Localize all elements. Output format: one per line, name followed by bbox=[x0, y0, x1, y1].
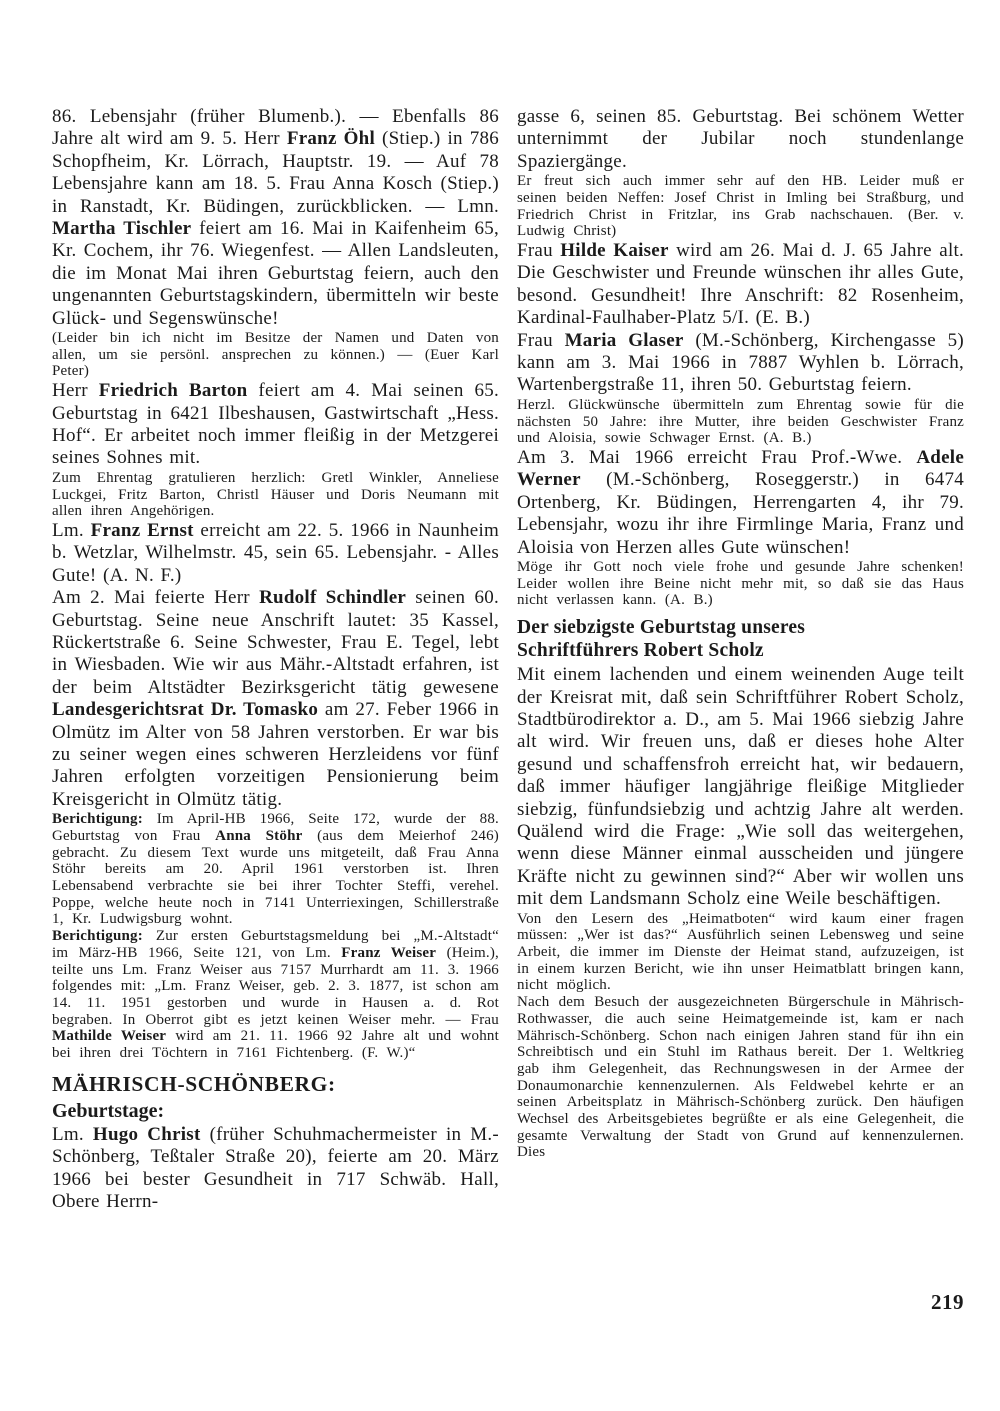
article-heading-line-1: Der siebzigste Geburtstag unseres bbox=[517, 617, 806, 639]
paragraph-hilde-kaiser: Frau Hilde Kaiser wird am 26. Mai d. J. 65 Jahre alt. Die Geschwister und Freunde wünschen ihr alles Gute, besond. Gesundheit! Ihre Anschrift: 82 Rosenheim, Kardinal-Faulhaber-Platz 5/I. (E. B.) bbox=[517, 240, 965, 329]
paragraph-congratulations-list: Zum Ehrentag gratulieren herzlich: Gretl Winkler, Anneliese Luckgei, Fritz Barton, Christl Häuser und Doris Neumann mit allen ihren Angehörigen. bbox=[52, 469, 499, 520]
right-column bbox=[517, 106, 964, 1161]
left-column bbox=[52, 106, 499, 1213]
paragraph-scholz-readers: Von den Lesern des „Heimatboten“ wird kaum einer fragen müssen: „Wer ist das?“ Ausführlich seinen Lebensweg und seine Arbeit, die immer im Dienste der Heimat stand, aufzuzeigen, ist in einem kurzen Bericht, wie ihn unser Heimatblatt bringen kann, nicht möglich. bbox=[517, 910, 964, 994]
paragraph-correction-stoehr: Berichtigung: Im April-HB 1966, Seite 172, wurde der 88. Geburtstag von Frau Anna Stöhr (aus dem Meierhof 246) gebracht. Zu diesem Text wurde uns mitgeteilt, daß Frau Anna Stöhr bereits am 20. April 1961 verstorben ist. Ihren Lebensabend verbrachte sie bei ihrer Tochter Steffi, verehel. Poppe, welche heute noch in 7141 Unterriexingen, Schillerstraße 1, Kr. Ludwigsburg wohnt. bbox=[52, 811, 500, 928]
paragraph-correction-weiser: Berichtigung: Zur ersten Geburtstagsmeldung bei „M.-Altstadt“ im März-HB 1966, Seite 121, von Lm. Franz Weiser (Heim.), teilte uns Lm. Franz Weiser aus 7157 Murrhardt am 11. 3. 1966 folgendes mit: „Lm. Franz Weiser, geb. 2. 3. 1877, ist schon am 14. 11. 1951 gestorben und wurde in Hausen a. d. Rot begraben. In Oberrot gibt es jetzt keinen Weiser mehr. — Frau Mathilde Weiser wird am 21. 11. 1966 92 Jahre alt und wohnt bei ihren drei Töchtern in 7161 Fichtenberg. (F. W.)“ bbox=[52, 928, 499, 1062]
paragraph-adele-werner: Am 3. Mai 1966 erreicht Frau Prof.-Wwe. Adele Werner (M.-Schönberg, Roseggerstr.) in 6474 Ortenberg, Kr. Büdingen, Herrengarten 4, ihr 79. Lebensjahr, wozu ihr ihre Firmlinge Maria, Franz und Aloisia von Herzen alles Gute wünschen! bbox=[517, 446, 964, 558]
paragraph-robert-scholz-intro: Mit einem lachenden und einem weinenden Auge teilt der Kreisrat mit, daß sein Schriftführer Robert Scholz, Stadtbürodirektor a. D., am 5. Mai 1966 siebzig Jahre alt wird. Wir freuen uns, daß er dieses hohe Alter gesund und schaffensfroh erreicht hat, wir bedauern, daß immer häufiger langjährige fleißige Mitglieder siebzig, fünfundsiebzig und achtzig Jahre alt werden. Quälend wird die Frage: „Wie soll das weitergehen, wenn diese Männer einmal ausscheiden und jüngere Kräfte nicht zu gewinnen sind?“ Aber wir wollen uns mit dem Landsmann Scholz eine Weile beschäftigen. bbox=[517, 664, 964, 910]
paragraph-note-glaser-family: Herzl. Glückwünsche übermitteln zum Ehrentag sowie für die nächsten 50 Jahre: ihre Mutter, ihre beiden Geschwister Franz und Aloisia, sowie Schwager Ernst. (A. B.) bbox=[517, 396, 964, 447]
paragraph-note-ludwig-christ: Er freut sich auch immer sehr auf den HB. Leider muß er seinen beiden Neffen: Josef Christ in Imling bei Straßburg, und Friedrich Christ in Fritzlar, ins Grab nachschauen. (Ber. v. Ludwig Christ) bbox=[517, 173, 964, 240]
paragraph-note-werner: Möge ihr Gott noch viele frohe und gesunde Jahre schenken! Leider wollen ihre Beine nicht mehr mit, so daß sie das Haus nicht verlassen kann. (A. B.) bbox=[517, 559, 964, 609]
page-number: 219 bbox=[931, 1290, 964, 1314]
section-subheading-geburtstage: Geburtstage: bbox=[52, 1099, 165, 1122]
article-heading-line-2: Schriftführers Robert Scholz bbox=[517, 640, 764, 662]
paragraph-friedrich-barton: Herr Friedrich Barton feiert am 4. Mai seinen 65. Geburtstag in 6421 Ilbeshausen, Gastwirtschaft „Hess. Hof“. Er arbeitet noch immer fleißig in der Metzgerei seines Sohnes mit. bbox=[52, 380, 500, 469]
paragraph-franz-ernst: Lm. Franz Ernst erreicht am 22. 5. 1966 in Naunheim b. Wetzlar, Wilhelmstr. 45, sein 65. Lebensjahr. - Alles Gute! (A. N. F.) bbox=[52, 519, 500, 586]
paragraph-scholz-biography: Nach dem Besuch der ausgezeichneten Bürgerschule in Mährisch-Rothwasser, die auch seine Heimatgemeinde ist, kam er nach Mährisch-Schönberg. Schon nach einigen Jahren stand für ihn ein Schreibtisch und ein Stuhl im Rathaus bereit. Der 1. Weltkrieg gab ihm Gelegenheit, das Rechnungswesen in der Armee der Donaumonarchie kennenzulernen. Als Feldwebel kehrte er an seinen Arbeitsplatz in Mährisch-Schönberg zurück. Den häufigen Wechsel des Arbeitsgebietes begrüßte er als eine Gelegenheit, die gesamte Verwaltung der Stadt von Grund auf kennenzulernen. Dies bbox=[517, 994, 964, 1161]
paragraph-birthdays-may: 86. Lebensjahr (früher Blumenb.). — Ebenfalls 86 Jahre alt wird am 9. 5. Herr Franz Öhl (Stiep.) in 786 Schopfheim, Kr. Lörrach, Hauptstr. 19. — Auf 78 Lebensjahre kann am 18. 5. Frau Anna Kosch (Stiep.) in Ranstadt, Kr. Büdingen, zurückblicken. — Lmn. Martha Tischler feiert am 16. Mai in Kaifenheim 65, Kr. Cochem, ihr 76. Wiegenfest. — Allen Landsleuten, die im Monat Mai ihren Geburtstag feiern, auch den ungenannten Geburtstagskindern, übermitteln wir beste Glück- und Segenswünsche! bbox=[52, 106, 499, 329]
paragraph-maria-glaser: Frau Maria Glaser (M.-Schönberg, Kirchengasse 5) kann am 3. Mai 1966 in 7887 Wyhlen b. Lörrach, Wartenbergstraße 11, ihren 50. Geburtstag feiern. bbox=[517, 329, 965, 396]
section-heading-maehrisch-schoenberg: MÄHRISCH-SCHÖNBERG: bbox=[52, 1071, 336, 1096]
paragraph-hugo-christ-continued: gasse 6, seinen 85. Geburtstag. Bei schönem Wetter unternimmt der Jubilar noch stundenlange Spaziergänge. bbox=[517, 106, 964, 172]
paragraph-note-karl-peter: (Leider bin ich nicht im Besitze der Namen und Daten von allen, um sie persönl. ansprechen zu können.) — (Euer Karl Peter) bbox=[52, 330, 499, 380]
paragraph-rudolf-schindler: Am 2. Mai feierte Herr Rudolf Schindler seinen 60. Geburtstag. Seine neue Anschrift lautet: 35 Kassel, Rückertstraße 6. Seine Schwester, Frau E. Tegel, lebt in Wiesbaden. Wie wir aus Mähr.-Altstadt erfahren, ist der beim Altstädter Bezirksgericht tätig gewesene Landesgerichtsrat Dr. Tomasko am 27. Feber 1966 in Olmütz im Alter von 58 Jahren verstorben. Er war bis zu seiner wegen eines schweren Herzleidens vor fünf Jahren erfolgten vorzeitigen Pensionierung beim Kreisgericht in Olmütz tätig. bbox=[52, 587, 499, 810]
paragraph-hugo-christ: Lm. Hugo Christ (früher Schuhmachermeister in M.-Schönberg, Teßtaler Straße 20), feierte am 20. März 1966 bei bester Gesundheit in 717 Schwäb. Hall, Obere Herrn- bbox=[52, 1123, 499, 1212]
